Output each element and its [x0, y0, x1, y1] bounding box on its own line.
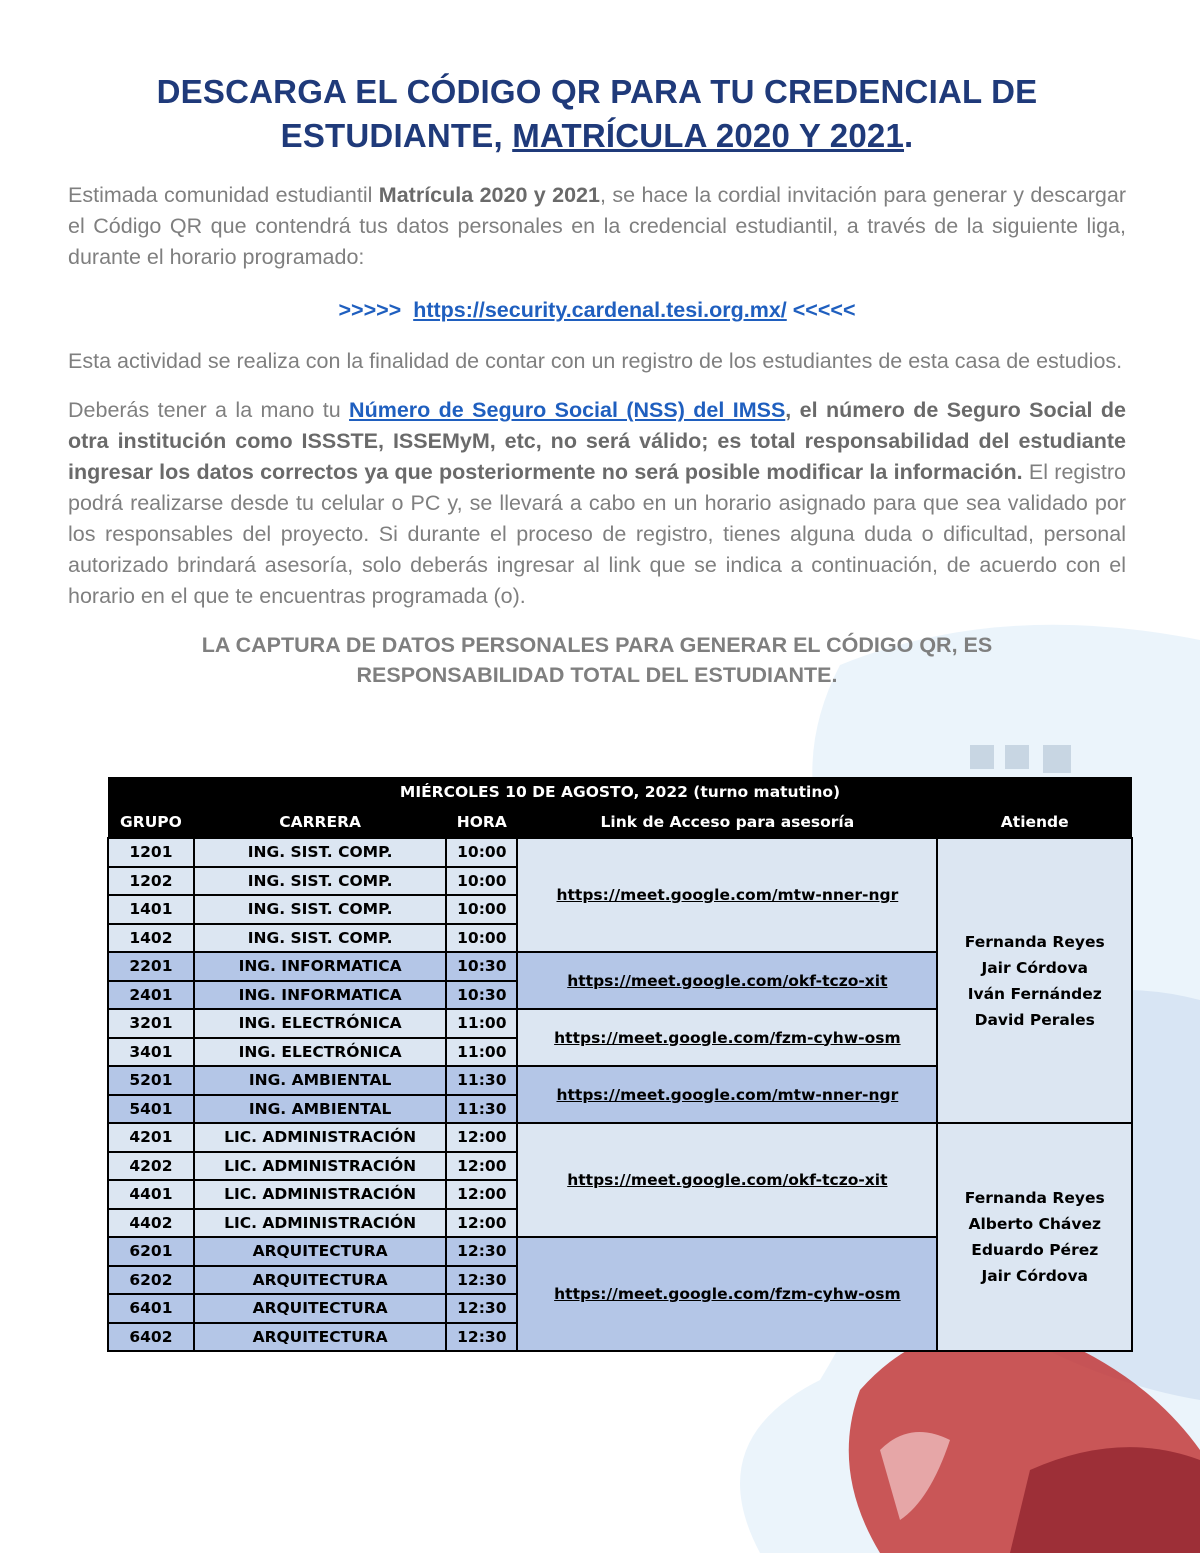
carrera-cell: ING. SIST. COMP.	[194, 895, 447, 924]
hora-cell: 11:00	[446, 1009, 517, 1038]
grupo-cell: 6202	[108, 1266, 194, 1295]
title-line-2-start: ESTUDIANTE,	[280, 117, 513, 154]
notice-line-2: RESPONSABILIDAD TOTAL DEL ESTUDIANTE.	[356, 663, 838, 687]
carrera-cell: ING. ELECTRÓNICA	[194, 1038, 447, 1067]
carrera-cell: ARQUITECTURA	[194, 1237, 447, 1266]
registration-link-line	[68, 295, 1126, 326]
link-suffix-arrows: <<<<<	[792, 298, 856, 322]
hora-cell: 12:30	[446, 1237, 517, 1266]
attendant-name: David Perales	[974, 1010, 1095, 1029]
hora-cell: 11:30	[446, 1095, 517, 1124]
header-atiende: Atiende	[937, 807, 1132, 838]
header-grupo: GRUPO	[108, 807, 194, 838]
requirements-paragraph	[68, 395, 1126, 612]
title-matricula: MATRÍCULA 2020 Y 2021	[512, 117, 905, 154]
hora-cell: 11:30	[446, 1066, 517, 1095]
hora-cell: 10:30	[446, 981, 517, 1010]
title-period: .	[904, 117, 914, 154]
registration-link[interactable]: https://security.cardenal.tesi.org.mx/	[413, 298, 787, 322]
meet-link[interactable]: https://meet.google.com/okf-tczo-xit	[517, 952, 937, 1009]
grupo-cell: 3201	[108, 1009, 194, 1038]
hora-cell: 12:00	[446, 1180, 517, 1209]
grupo-cell: 2401	[108, 981, 194, 1010]
grupo-cell: 4402	[108, 1209, 194, 1238]
hora-cell: 12:00	[446, 1209, 517, 1238]
meet-link[interactable]: https://meet.google.com/fzm-cyhw-osm	[517, 1009, 937, 1066]
table-row	[108, 1123, 1132, 1152]
hora-cell: 12:30	[446, 1323, 517, 1352]
hora-cell: 12:30	[446, 1294, 517, 1323]
grupo-cell: 4201	[108, 1123, 194, 1152]
nss-link[interactable]: Número de Seguro Social (NSS) del IMSS	[349, 398, 786, 422]
attendant-name: Fernanda Reyes	[964, 932, 1105, 951]
carrera-cell: LIC. ADMINISTRACIÓN	[194, 1123, 447, 1152]
hora-cell: 10:00	[446, 867, 517, 896]
title-line-1: DESCARGA EL CÓDIGO QR PARA TU CREDENCIAL DE	[156, 73, 1038, 110]
carrera-cell: ING. ELECTRÓNICA	[194, 1009, 447, 1038]
carrera-cell: ING. INFORMATICA	[194, 981, 447, 1010]
link-prefix-arrows: >>>>>	[338, 298, 402, 322]
carrera-cell: LIC. ADMINISTRACIÓN	[194, 1152, 447, 1181]
header-carrera: CARRERA	[194, 807, 447, 838]
requirements-start: Deberás tener a la mano tu	[68, 398, 350, 422]
hora-cell: 10:00	[446, 895, 517, 924]
requirements-warning: , el número de Seguro Social de otra institución como ISSSTE, ISSEMyM, etc, no será válido; es total responsabilidad del estudiante ingresar los datos correctos ya que posteriormente no será posible modificar la información.	[68, 398, 1126, 484]
grupo-cell: 2201	[108, 952, 194, 981]
intro-paragraph	[68, 180, 1126, 273]
table-row	[108, 838, 1132, 867]
hora-cell: 12:00	[446, 1123, 517, 1152]
carrera-cell: ING. SIST. COMP.	[194, 867, 447, 896]
attendant-name: Alberto Chávez	[968, 1215, 1101, 1233]
hora-cell: 10:00	[446, 924, 517, 953]
attendant-name: Fernanda Reyes	[964, 1189, 1105, 1207]
grupo-cell: 5201	[108, 1066, 194, 1095]
attendants-cell-1	[937, 838, 1132, 1123]
carrera-cell: ARQUITECTURA	[194, 1323, 447, 1352]
carrera-cell: LIC. ADMINISTRACIÓN	[194, 1209, 447, 1238]
meet-link[interactable]: https://meet.google.com/fzm-cyhw-osm	[517, 1237, 937, 1351]
carrera-cell: ING. SIST. COMP.	[194, 838, 447, 867]
meet-link[interactable]: https://meet.google.com/okf-tczo-xit	[517, 1123, 937, 1237]
requirements-end: El registro podrá realizarse desde tu celular o PC y, se llevará a cabo en un horario asignado para que sea validado por los responsables del proyecto. Si durante el proceso de registro, tienes alguna duda o dificultad, personal autorizado brindará asesoría, solo deberás ingresar al link que se indica a continuación, de acuerdo con el horario en el que te encuentras programada (o).	[68, 460, 1126, 608]
grupo-cell: 3401	[108, 1038, 194, 1067]
hora-cell: 12:30	[446, 1266, 517, 1295]
intro-end: , se hace la cordial invitación para generar y descargar el Código QR que contendrá tus datos personales en la credencial estudiantil, a través de la siguiente liga, durante el horario programado:	[68, 183, 1126, 269]
hora-cell: 10:00	[446, 838, 517, 867]
grupo-cell: 6201	[108, 1237, 194, 1266]
hora-cell: 12:00	[446, 1152, 517, 1181]
attendant-name: Jair Córdova	[981, 958, 1089, 977]
meet-link[interactable]: https://meet.google.com/mtw-nner-ngr	[517, 1066, 937, 1123]
carrera-cell: ARQUITECTURA	[194, 1266, 447, 1295]
hora-cell: 10:30	[446, 952, 517, 981]
carrera-cell: ING. INFORMATICA	[194, 952, 447, 981]
carrera-cell: ING. AMBIENTAL	[194, 1066, 447, 1095]
grupo-cell: 1401	[108, 895, 194, 924]
grupo-cell: 6402	[108, 1323, 194, 1352]
page-title	[68, 70, 1126, 158]
carrera-cell: ING. AMBIENTAL	[194, 1095, 447, 1124]
hora-cell: 11:00	[446, 1038, 517, 1067]
carrera-cell: ING. SIST. COMP.	[194, 924, 447, 953]
header-link: Link de Acceso para asesoría	[517, 807, 937, 838]
grupo-cell: 4202	[108, 1152, 194, 1181]
responsibility-notice	[68, 630, 1126, 690]
purpose-paragraph: Esta actividad se realiza con la finalidad de contar con un registro de los estudiantes de esta casa de estudios.	[68, 349, 1123, 373]
attendant-name: Iván Fernández	[967, 984, 1102, 1003]
grupo-cell: 1202	[108, 867, 194, 896]
grupo-cell: 5401	[108, 1095, 194, 1124]
grupo-cell: 1201	[108, 838, 194, 867]
intro-matricula: Matrícula 2020 y 2021	[378, 183, 600, 207]
carrera-cell: ARQUITECTURA	[194, 1294, 447, 1323]
carrera-cell: LIC. ADMINISTRACIÓN	[194, 1180, 447, 1209]
grupo-cell: 1402	[108, 924, 194, 953]
grupo-cell: 4401	[108, 1180, 194, 1209]
schedule-table	[107, 777, 1133, 1352]
attendants-cell-2	[937, 1123, 1132, 1351]
announcement	[68, 70, 1126, 690]
meet-link[interactable]: https://meet.google.com/mtw-nner-ngr	[517, 838, 937, 952]
notice-line-1: LA CAPTURA DE DATOS PERSONALES PARA GENERAR EL CÓDIGO QR, ES	[201, 633, 993, 657]
grupo-cell: 6401	[108, 1294, 194, 1323]
schedule-date-header: MIÉRCOLES 10 DE AGOSTO, 2022 (turno matutino)	[108, 777, 1132, 807]
attendant-name: Eduardo Pérez	[971, 1241, 1099, 1259]
header-hora: HORA	[446, 807, 517, 838]
intro-start: Estimada comunidad estudiantil	[68, 183, 379, 207]
attendant-name: Jair Córdova	[981, 1267, 1089, 1285]
